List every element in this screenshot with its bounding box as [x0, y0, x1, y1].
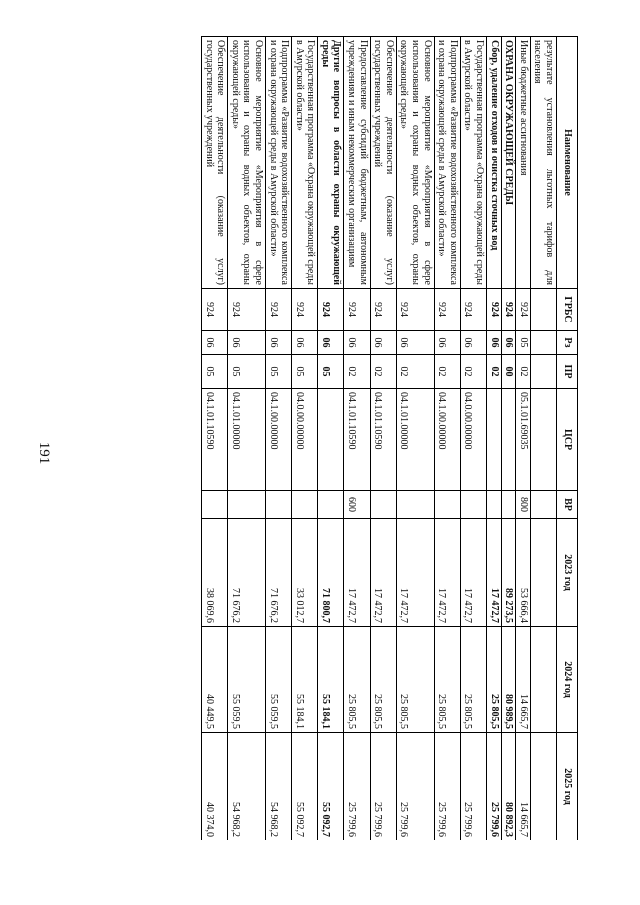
- cell-y2023: [530, 519, 556, 627]
- cell-rz: [530, 331, 556, 355]
- header-name: Наименование: [557, 37, 578, 289]
- cell-y2024: 25 805,5: [434, 627, 460, 733]
- cell-rz: 06: [201, 331, 227, 355]
- cell-rz: 06: [318, 331, 344, 355]
- header-rz: Рз: [557, 331, 578, 355]
- cell-grbs: 924: [460, 289, 486, 331]
- cell-name: Основное мероприятие «Мероприятия в сфере использования и охраны водных объектов, охраны окружающей среды»: [396, 37, 434, 289]
- cell-y2024: 25 805,5: [487, 627, 502, 733]
- table-row: [370, 37, 396, 841]
- cell-name: Государственная программа «Охрана окружающей среды в Амурской области»: [292, 37, 318, 289]
- cell-pr: 02: [434, 355, 460, 389]
- cell-csr: 04.1.00.00000: [434, 389, 460, 491]
- cell-grbs: [530, 289, 556, 331]
- cell-y2024: [530, 627, 556, 733]
- cell-vr: [201, 491, 227, 519]
- cell-name: результате установления льготных тарифов для населения: [530, 37, 556, 289]
- cell-y2024: 55 059,5: [265, 627, 291, 733]
- cell-y2025: 55 092,7: [292, 733, 318, 841]
- header-csr: ЦСР: [557, 389, 578, 491]
- cell-y2024: 55 059,5: [228, 627, 266, 733]
- cell-csr: 04.0.00.00000: [460, 389, 486, 491]
- cell-name: Обеспечение деятельности (оказание услуг) государственных учреждений: [370, 37, 396, 289]
- table-row: [228, 37, 266, 841]
- cell-y2024: 25 805,5: [344, 627, 370, 733]
- cell-name: Государственная программа «Охрана окружающей среды в Амурской области»: [460, 37, 486, 289]
- cell-pr: 05: [292, 355, 318, 389]
- page-number: 191: [36, 441, 52, 465]
- cell-y2024: 25 805,5: [396, 627, 434, 733]
- cell-grbs: 924: [370, 289, 396, 331]
- rotated-page-content: [98, 36, 578, 840]
- cell-pr: 02: [344, 355, 370, 389]
- cell-y2025: 25 799,6: [396, 733, 434, 841]
- cell-grbs: 924: [396, 289, 434, 331]
- cell-y2023: 17 472,7: [344, 519, 370, 627]
- cell-y2023: 89 273,5: [501, 519, 516, 627]
- cell-vr: [318, 491, 344, 519]
- cell-y2023: 17 472,7: [487, 519, 502, 627]
- cell-name: Основное мероприятие «Мероприятия в сфере использования и охраны водных объектов, охраны окружающей среды»: [228, 37, 266, 289]
- cell-y2024: 14 665,7: [516, 627, 531, 733]
- cell-y2023: 71 676,2: [228, 519, 266, 627]
- cell-pr: 05: [318, 355, 344, 389]
- cell-y2025: 14 665,7: [516, 733, 531, 841]
- cell-y2024: 40 449,5: [201, 627, 227, 733]
- cell-csr: 05.1.01.69035: [516, 389, 531, 491]
- cell-y2024: 80 989,5: [501, 627, 516, 733]
- cell-grbs: 924: [292, 289, 318, 331]
- cell-y2024: 25 805,5: [370, 627, 396, 733]
- cell-vr: [460, 491, 486, 519]
- cell-y2025: [530, 733, 556, 841]
- cell-y2025: 54 968,2: [228, 733, 266, 841]
- cell-csr: [318, 389, 344, 491]
- cell-rz: 06: [265, 331, 291, 355]
- cell-y2025: 25 799,6: [434, 733, 460, 841]
- cell-pr: 02: [516, 355, 531, 389]
- cell-name: Подпрограмма «Развитие водохозяйственного комплекса и охрана окружающей среды в Амурской области»: [434, 37, 460, 289]
- cell-y2025: 55 092,7: [318, 733, 344, 841]
- cell-csr: 04.1.01.00000: [396, 389, 434, 491]
- cell-rz: 05: [516, 331, 531, 355]
- cell-grbs: 924: [201, 289, 227, 331]
- cell-grbs: 924: [487, 289, 502, 331]
- cell-grbs: 924: [344, 289, 370, 331]
- cell-y2025: 25 799,6: [344, 733, 370, 841]
- table-row: [318, 37, 344, 841]
- cell-rz: 06: [487, 331, 502, 355]
- cell-csr: 04.0.00.00000: [292, 389, 318, 491]
- cell-grbs: 924: [318, 289, 344, 331]
- cell-rz: 06: [396, 331, 434, 355]
- header-grbs: ГРБС: [557, 289, 578, 331]
- table-row: [201, 37, 227, 841]
- cell-csr: [530, 389, 556, 491]
- cell-vr: [292, 491, 318, 519]
- cell-pr: 02: [396, 355, 434, 389]
- cell-y2024: 55 184,1: [292, 627, 318, 733]
- header-pr: ПР: [557, 355, 578, 389]
- table-row: [501, 37, 516, 841]
- cell-csr: 04.1.01.00000: [228, 389, 266, 491]
- cell-y2023: 17 472,7: [460, 519, 486, 627]
- cell-y2023: 17 472,7: [396, 519, 434, 627]
- header-2025: 2025 год: [557, 733, 578, 841]
- cell-y2024: 55 184,1: [318, 627, 344, 733]
- cell-name: Обеспечение деятельности (оказание услуг) государственных учреждений: [201, 37, 227, 289]
- cell-pr: 02: [370, 355, 396, 389]
- cell-rz: 06: [292, 331, 318, 355]
- cell-name: Сбор, удаление отходов и очистка сточных вод: [487, 37, 502, 289]
- cell-vr: [370, 491, 396, 519]
- cell-csr: 04.1.00.00000: [265, 389, 291, 491]
- cell-y2023: 38 069,6: [201, 519, 227, 627]
- cell-y2025: 25 799,6: [370, 733, 396, 841]
- cell-y2025: 80 892,3: [501, 733, 516, 841]
- table-row: [530, 37, 556, 841]
- table-row: [516, 37, 531, 841]
- cell-vr: [501, 491, 516, 519]
- cell-pr: 05: [265, 355, 291, 389]
- cell-vr: 800: [516, 491, 531, 519]
- cell-rz: 06: [228, 331, 266, 355]
- cell-y2023: 17 472,7: [434, 519, 460, 627]
- cell-csr: [487, 389, 502, 491]
- cell-name: ОХРАНА ОКРУЖАЮЩЕЙ СРЕДЫ: [501, 37, 516, 289]
- cell-name: Другие вопросы в области охраны окружающей среды: [318, 37, 344, 289]
- cell-name: Подпрограмма «Развитие водохозяйственного комплекса и охрана окружающей среды в Амурской области»: [265, 37, 291, 289]
- cell-csr: 04.1.01.10590: [344, 389, 370, 491]
- budget-table-container: [98, 36, 578, 840]
- cell-vr: [530, 491, 556, 519]
- cell-y2024: 25 805,5: [460, 627, 486, 733]
- cell-y2023: 33 012,7: [292, 519, 318, 627]
- cell-grbs: 924: [516, 289, 531, 331]
- cell-rz: 06: [434, 331, 460, 355]
- cell-name: Иные бюджетные ассигнования: [516, 37, 531, 289]
- cell-pr: 02: [487, 355, 502, 389]
- table-row: [344, 37, 370, 841]
- table-row: [487, 37, 502, 841]
- header-vr: ВР: [557, 491, 578, 519]
- budget-table: [201, 36, 578, 840]
- header-2024: 2024 год: [557, 627, 578, 733]
- table-header-row: [557, 37, 578, 841]
- table-row: [265, 37, 291, 841]
- cell-pr: [530, 355, 556, 389]
- cell-rz: 06: [460, 331, 486, 355]
- table-row: [460, 37, 486, 841]
- table-row: [396, 37, 434, 841]
- cell-y2025: 40 374,0: [201, 733, 227, 841]
- cell-vr: [396, 491, 434, 519]
- cell-grbs: 924: [265, 289, 291, 331]
- cell-csr: [501, 389, 516, 491]
- cell-y2025: 25 799,6: [460, 733, 486, 841]
- cell-vr: [434, 491, 460, 519]
- cell-y2023: 71 676,2: [265, 519, 291, 627]
- cell-pr: 05: [201, 355, 227, 389]
- cell-csr: 04.1.01.10590: [370, 389, 396, 491]
- cell-vr: [265, 491, 291, 519]
- cell-y2025: 54 968,2: [265, 733, 291, 841]
- cell-y2023: 71 800,7: [318, 519, 344, 627]
- cell-pr: 05: [228, 355, 266, 389]
- cell-pr: 02: [460, 355, 486, 389]
- cell-grbs: 924: [434, 289, 460, 331]
- cell-rz: 06: [370, 331, 396, 355]
- cell-y2023: 17 472,7: [370, 519, 396, 627]
- cell-vr: [487, 491, 502, 519]
- cell-rz: 06: [344, 331, 370, 355]
- table-row: [292, 37, 318, 841]
- table-row: [434, 37, 460, 841]
- cell-name: Предоставление субсидий бюджетным, автономным учреждениям и иным некоммерческим организациям: [344, 37, 370, 289]
- cell-y2025: 25 799,6: [487, 733, 502, 841]
- cell-rz: 06: [501, 331, 516, 355]
- cell-grbs: 924: [501, 289, 516, 331]
- cell-grbs: 924: [228, 289, 266, 331]
- cell-pr: 00: [501, 355, 516, 389]
- table-body: [201, 37, 556, 841]
- cell-vr: 600: [344, 491, 370, 519]
- cell-csr: 04.1.01.10590: [201, 389, 227, 491]
- cell-y2023: 53 666,4: [516, 519, 531, 627]
- header-2023: 2023 год: [557, 519, 578, 627]
- cell-vr: [228, 491, 266, 519]
